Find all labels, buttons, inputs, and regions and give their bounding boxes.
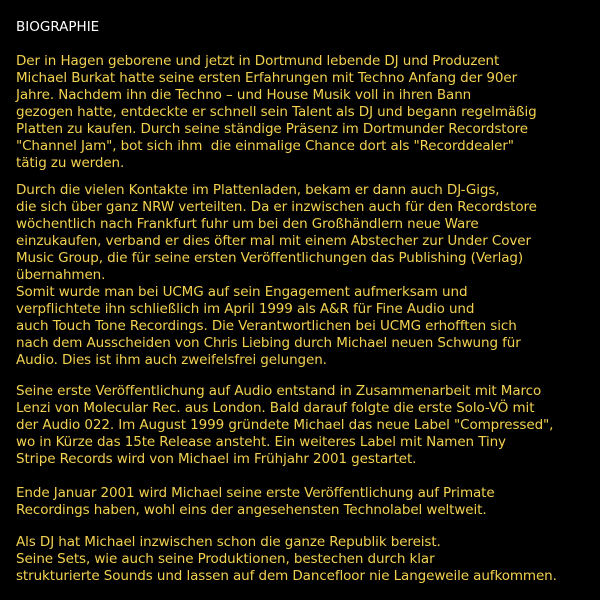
paragraph-2	[16, 182, 537, 369]
paragraph-4	[16, 485, 495, 519]
text-line: Als DJ hat Michael inzwischen schon die ganze Republik bereist.	[16, 534, 441, 550]
text-line: Music Group, die für seine ersten Veröffentlichungen das Publishing (Verlag)	[16, 250, 524, 266]
text-line: nach dem Ausscheiden von Chris Liebing durch Michael neuen Schwung für	[16, 335, 521, 351]
text-line: wöchentlich nach Frankfurt fuhr um bei den Großhändlern neue Ware	[16, 216, 479, 232]
text-line: übernahmen.	[16, 267, 106, 283]
text-line: der Audio 022. Im August 1999 gründete Michael das neue Label "Compressed",	[16, 417, 554, 433]
text-line: die sich über ganz NRW verteilten. Da er inzwischen auch für den Recordstore	[16, 199, 537, 215]
text-line: Jahre. Nachdem ihn die Techno – und House Musik voll in ihren Bann	[16, 87, 472, 103]
text-line: Somit wurde man bei UCMG auf sein Engagement aufmerksam und	[16, 284, 468, 300]
page-title: BIOGRAPHIE	[16, 19, 100, 35]
paragraph-5	[16, 534, 557, 585]
text-line: gezogen hatte, entdeckte er schnell sein Talent als DJ und begann regelmäßig	[16, 104, 537, 120]
text-line: Seine erste Veröffentlichung auf Audio entstand in Zusammenarbeit mit Marco	[16, 383, 542, 399]
text-line: Recordings haben, wohl eins der angesehensten Technolabel weltweit.	[16, 502, 487, 518]
text-line: Seine Sets, wie auch seine Produktionen, bestechen durch klar	[16, 551, 435, 567]
text-line: einzukaufen, verband er dies öfter mal mit einem Abstecher zur Under Cover	[16, 233, 531, 249]
text-line: wo in Kürze das 15te Release ansteht. Ein weiteres Label mit Namen Tiny	[16, 434, 506, 450]
text-line: Audio. Dies ist ihm auch zweifelsfrei gelungen.	[16, 352, 327, 368]
text-line: auch Touch Tone Recordings. Die Verantwortlichen bei UCMG erhofften sich	[16, 318, 517, 334]
text-line: Der in Hagen geborene und jetzt in Dortmund lebende DJ und Produzent	[16, 53, 500, 69]
text-line: verpflichtete ihn schließlich im April 1999 als A&R für Fine Audio und	[16, 301, 475, 317]
text-line: "Channel Jam", bot sich ihm die einmalige Chance dort als "Recorddealer"	[16, 138, 514, 154]
text-line: Platten zu kaufen. Durch seine ständige Präsenz im Dortmunder Recordstore	[16, 121, 528, 137]
text-line: Michael Burkat hatte seine ersten Erfahrungen mit Techno Anfang der 90er	[16, 70, 518, 86]
text-line: Stripe Records wird von Michael im Frühjahr 2001 gestartet.	[16, 451, 417, 467]
text-line: Durch die vielen Kontakte im Plattenladen, bekam er dann auch DJ-Gigs,	[16, 182, 500, 198]
text-line: strukturierte Sounds und lassen auf dem Dancefloor nie Langeweile aufkommen.	[16, 568, 557, 584]
paragraph-1	[16, 53, 537, 172]
text-line: tätig zu werden.	[16, 155, 125, 171]
text-line: Lenzi von Molecular Rec. aus London. Bald darauf folgte die erste Solo-VÖ mit	[16, 400, 535, 416]
text-line: Ende Januar 2001 wird Michael seine erste Veröffentlichung auf Primate	[16, 485, 495, 501]
paragraph-3	[16, 383, 553, 468]
